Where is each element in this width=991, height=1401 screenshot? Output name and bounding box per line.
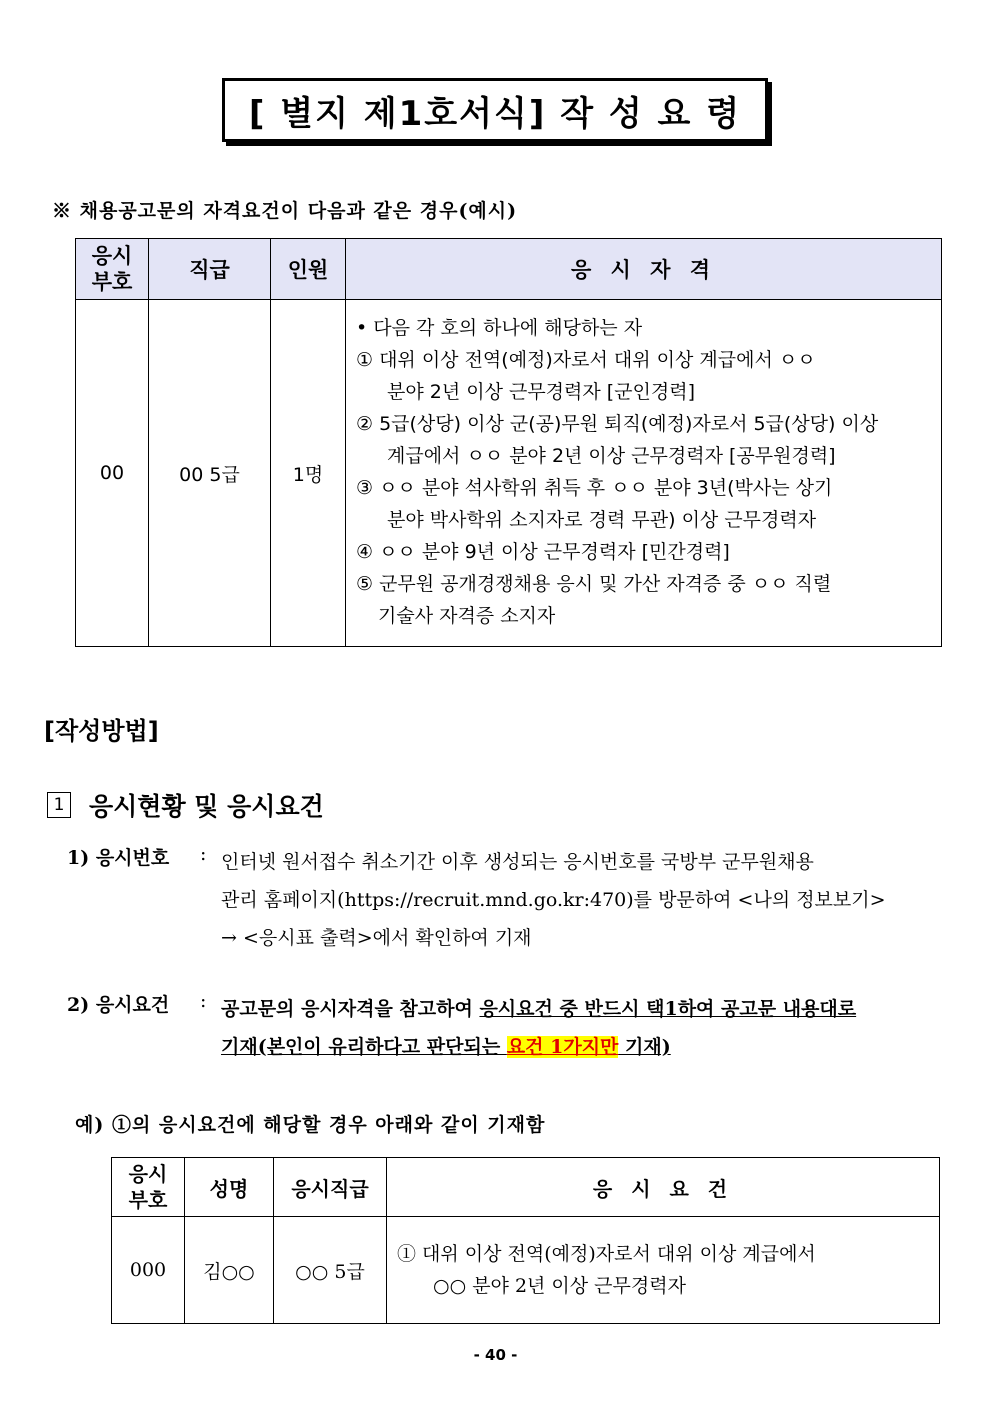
header-code: 응시 부호 xyxy=(76,239,149,300)
cell-count: 1명 xyxy=(271,300,346,647)
qual-line: 계급에서 ㅇㅇ 분야 2년 이상 근무경력자 [공무원경력] xyxy=(387,445,836,467)
qual-line: ② 5급(상당) 이상 군(공)무원 퇴직(예정)자로서 5급(상당) 이상 xyxy=(356,413,879,435)
cell-code: 00 xyxy=(76,300,149,647)
example-heading: 예) ①의 응시요건에 해당할 경우 아래와 같이 기재함 xyxy=(75,1114,546,1136)
section-label: [작성방법] xyxy=(44,717,159,745)
qual-line: ③ ㅇㅇ 분야 석사학위 취득 후 ㅇㅇ 분야 3년(박사는 상기 xyxy=(356,477,833,499)
item-line: → <응시표 출력>에서 확인하여 기재 xyxy=(221,927,532,949)
header-requirement: 응 시 요 건 xyxy=(387,1158,940,1217)
qual-line: ① 대위 이상 전역(예정)자로서 대위 이상 계급에서 ㅇㅇ xyxy=(356,349,816,371)
qual-line: • 다음 각 호의 하나에 해당하는 자 xyxy=(356,317,643,339)
table-header-row xyxy=(76,239,942,300)
cell-requirement xyxy=(387,1217,940,1324)
header-grade: 직급 xyxy=(149,239,271,300)
cell-name: 김○○ xyxy=(185,1217,274,1324)
qual-line: 분야 박사학위 소지자로 경력 무관) 이상 근무경력자 xyxy=(387,509,817,531)
cell-grade: 00 5급 xyxy=(149,300,271,647)
header-grade: 응시직급 xyxy=(274,1158,387,1217)
underlined-text: 응시요건 중 반드시 택1하여 공고문 내용대로 xyxy=(479,998,857,1020)
header-name: 성명 xyxy=(185,1158,274,1217)
example-note: ※ 채용공고문의 자격요건이 다음과 같은 경우(예시) xyxy=(52,200,518,222)
header-count: 인원 xyxy=(271,239,346,300)
example-table xyxy=(111,1157,940,1324)
item-label: 2) 응시요건 xyxy=(67,994,170,1016)
cell-code: 000 xyxy=(112,1217,185,1324)
item-label: 1) 응시번호 xyxy=(67,847,170,869)
item-colon: : xyxy=(200,843,207,865)
page-number: - 40 - xyxy=(473,1346,518,1364)
underlined-text: 기재(본인이 유리하다고 판단되는 xyxy=(221,1036,507,1058)
page-title: [ 별지 제1호서식] 작 성 요 령 xyxy=(222,78,768,142)
cell-qualification xyxy=(346,300,942,647)
header-code: 응시 부호 xyxy=(112,1158,185,1217)
item-line xyxy=(221,990,943,1028)
header-qualification: 응 시 자 격 xyxy=(346,239,942,300)
table-header-row xyxy=(112,1158,940,1217)
underlined-text: 기재) xyxy=(618,1036,671,1058)
qual-line: ④ ㅇㅇ 분야 9년 이상 근무경력자 [민간경력] xyxy=(356,541,730,563)
highlighted-text: 요건 1가지만 xyxy=(506,1036,619,1058)
qual-line: 분야 2년 이상 근무경력자 [군인경력] xyxy=(387,381,696,403)
item-line xyxy=(221,1028,943,1066)
item-text: 공고문의 응시자격을 참고하여 xyxy=(221,998,480,1020)
item-body xyxy=(221,990,943,1066)
table-row xyxy=(76,300,942,647)
qual-line: ⑤ 군무원 공개경쟁채용 응시 및 가산 자격증 중 ㅇㅇ 직렬 xyxy=(356,573,832,595)
section-number-box: 1 xyxy=(47,792,71,818)
qualification-table xyxy=(75,238,942,647)
item-body xyxy=(221,843,943,957)
item-colon: : xyxy=(200,990,207,1012)
qual-line: 기술사 자격증 소지자 xyxy=(378,605,556,627)
item-line: 인터넷 원서접수 취소기간 이후 생성되는 응시번호를 국방부 군무원채용 xyxy=(221,851,814,873)
req-line: ① 대위 이상 전역(예정)자로서 대위 이상 계급에서 xyxy=(397,1243,816,1265)
item-line: 관리 홈페이지(https://recruit.mnd.go.kr:470)를 방문하여 <나의 정보보기> xyxy=(221,889,886,911)
section-title: 응시현황 및 응시요건 xyxy=(89,792,324,821)
req-line: ○○ 분야 2년 이상 근무경력자 xyxy=(433,1275,686,1297)
cell-grade: ○○ 5급 xyxy=(274,1217,387,1324)
table-row xyxy=(112,1217,940,1324)
section-heading xyxy=(47,787,324,823)
